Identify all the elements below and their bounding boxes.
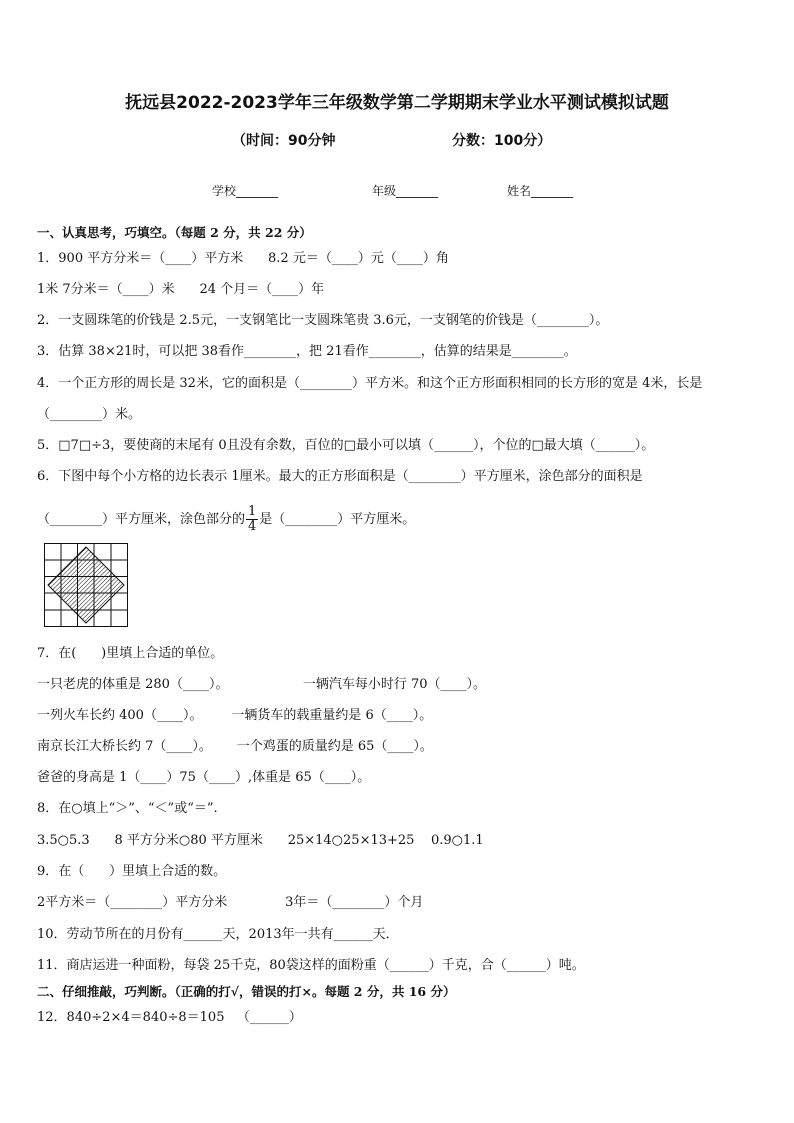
q8-line: 3.5○5.3 8 平方分米○80 平方厘米 25×14○25×13+25 0.9○1.1 [37, 833, 484, 848]
exam-time: （时间：90分钟 [232, 133, 336, 149]
q4-line1: 4．一个正方形的周长是 32米，它的面积是（________）平方米。和这个正方形面积相同的长方形的宽是 4米，长是 [37, 376, 703, 391]
q4-line2: （________）米。 [37, 407, 142, 422]
q7-line2: 一列火车长约 400（____）。 一辆货车的载重量约是 6（____）。 [37, 708, 433, 723]
grade-field: 年级_______ [372, 184, 439, 198]
q3-line: 3．估算 38×21时，可以把 38看作________，把 21看作________，估算的结果是________。 [37, 344, 577, 359]
q7-line4: 爸爸的身高是 1（____）75（____）,体重是 65（____）。 [37, 770, 371, 785]
exam-score: 分数：100分） [452, 133, 552, 149]
q12-line: 12．840÷2×4＝840÷8＝105 （______） [37, 1010, 302, 1025]
name-field: 姓名_______ [507, 184, 574, 198]
q7-heading: 7．在( )里填上合适的单位。 [37, 646, 224, 661]
grid-figure [44, 543, 128, 627]
q8-heading: 8．在○填上“＞”、“＜”或“＝”. [37, 801, 218, 816]
q6-tail-a: （________）平方厘米，涂色部分的 [37, 512, 246, 527]
q1-line1: 1．900 平方分米＝（____）平方米 8.2 元＝（____）元（____）角 [37, 251, 449, 266]
section2-heading: 二、仔细推敲，巧判断。（正确的打√，错误的打×。每题 2 分，共 16 分） [37, 984, 456, 999]
q5-line: 5．□7□÷3，要使商的末尾有 0且没有余数，百位的□最小可以填（______），个位的□最大填（______）。 [37, 438, 655, 453]
q7-line1: 一只老虎的体重是 280（____）。 一辆汽车每小时行 70（____）。 [37, 677, 487, 692]
school-field: 学校_______ [212, 184, 279, 198]
q2-line: 2．一支圆珠笔的价钱是 2.5元，一支钢笔比一支圆珠笔贵 3.6元，一支钢笔的价钱是（________）。 [37, 313, 609, 328]
fraction-denominator: 4 [248, 519, 257, 534]
q6-line1: 6．下图中每个小方格的边长表示 1厘米。最大的正方形面积是（________）平方厘米，涂色部分的面积是 [37, 469, 643, 484]
q1-line2: 1米 7分米＝（____）米 24 个月＝（____）年 [37, 282, 325, 297]
exam-title: 抚远县2022-2023学年三年级数学第二学期期末学业水平测试模拟试题 [125, 93, 669, 113]
q11-line: 11．商店运进一种面粉，每袋 25千克，80袋这样的面粉重（______）千克，合（______）吨。 [37, 958, 585, 973]
q6-line2 [37, 505, 415, 534]
q9-line: 2平方米＝（________）平方分米 3年＝（________）个月 [37, 895, 424, 910]
fraction-numerator: 1 [248, 504, 257, 519]
section1-heading: 一、认真思考，巧填空。（每题 2 分，共 22 分） [37, 225, 312, 240]
quarter-fraction [246, 505, 258, 534]
q6-tail-b: 是（________）平方厘米。 [259, 512, 416, 527]
shaded-square [48, 547, 124, 623]
q10-line: 10．劳动节所在的月份有______天，2013年一共有______天． [37, 927, 399, 942]
q7-line3: 南京长江大桥长约 7（____）。 一个鸡蛋的质量约是 65（____）。 [37, 739, 433, 754]
q9-heading: 9．在（ ）里填上合适的数。 [37, 864, 227, 879]
